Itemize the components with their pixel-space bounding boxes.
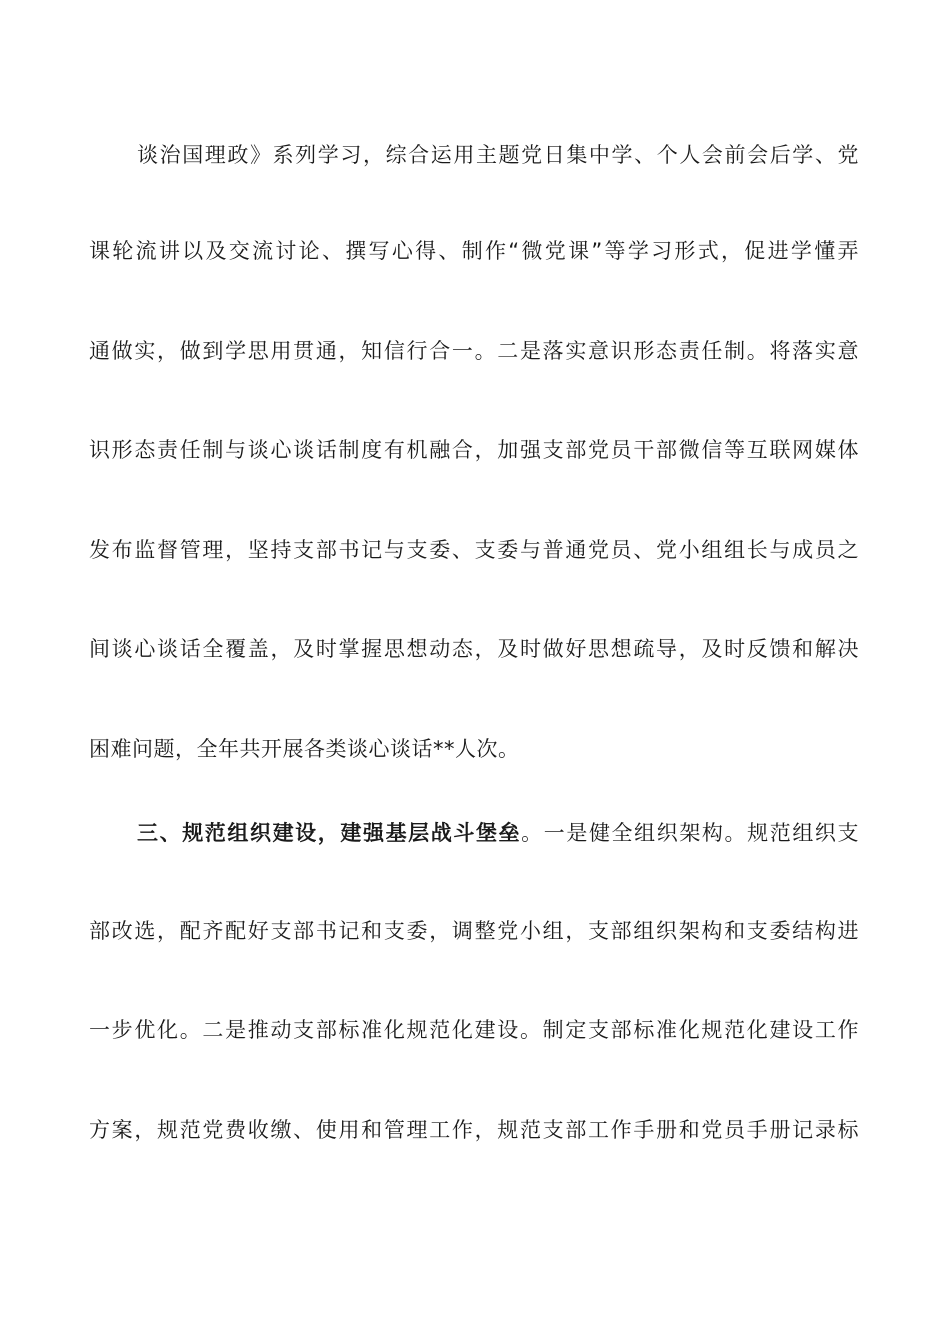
paragraph-2-line-1 [137, 818, 859, 848]
paragraph-1-line-5: 发布监督管理，坚持支部书记与支委、支委与普通党员、党小组组长与成员之 [89, 538, 859, 562]
section-heading: 三、规范组织建设，建强基层战斗堡垒 [137, 821, 522, 845]
paragraph-1-line-6: 间谈心谈话全覆盖，及时掌握思想动态，及时做好思想疏导，及时反馈和解决 [89, 637, 859, 661]
paragraph-2-line-2: 部改选，配齐配好支部书记和支委，调整党小组，支部组织架构和支委结构进 [89, 919, 859, 943]
paragraph-1-line-7: 困难问题，全年共开展各类谈心谈话**人次。 [89, 737, 520, 761]
paragraph-1-line-4: 识形态责任制与谈心谈话制度有机融合，加强支部党员干部微信等互联网媒体 [89, 438, 859, 462]
paragraph-2-line-1-rest: 。一是健全组织架构。规范组织支 [521, 821, 860, 845]
paragraph-1-line-3: 通做实，做到学思用贯通，知信行合一。二是落实意识形态责任制。将落实意 [89, 339, 859, 363]
paragraph-2-line-4: 方案，规范党费收缴、使用和管理工作，规范支部工作手册和党员手册记录标 [89, 1118, 859, 1142]
paragraph-1-line-1: 谈治国理政》系列学习，综合运用主题党日集中学、个人会前会后学、党 [137, 143, 859, 167]
paragraph-2-line-3: 一步优化。二是推动支部标准化规范化建设。制定支部标准化规范化建设工作 [89, 1018, 859, 1042]
paragraph-1-line-2: 课轮流讲以及交流讨论、撰写心得、制作“微党课”等学习形式，促进学懂弄 [89, 239, 859, 263]
